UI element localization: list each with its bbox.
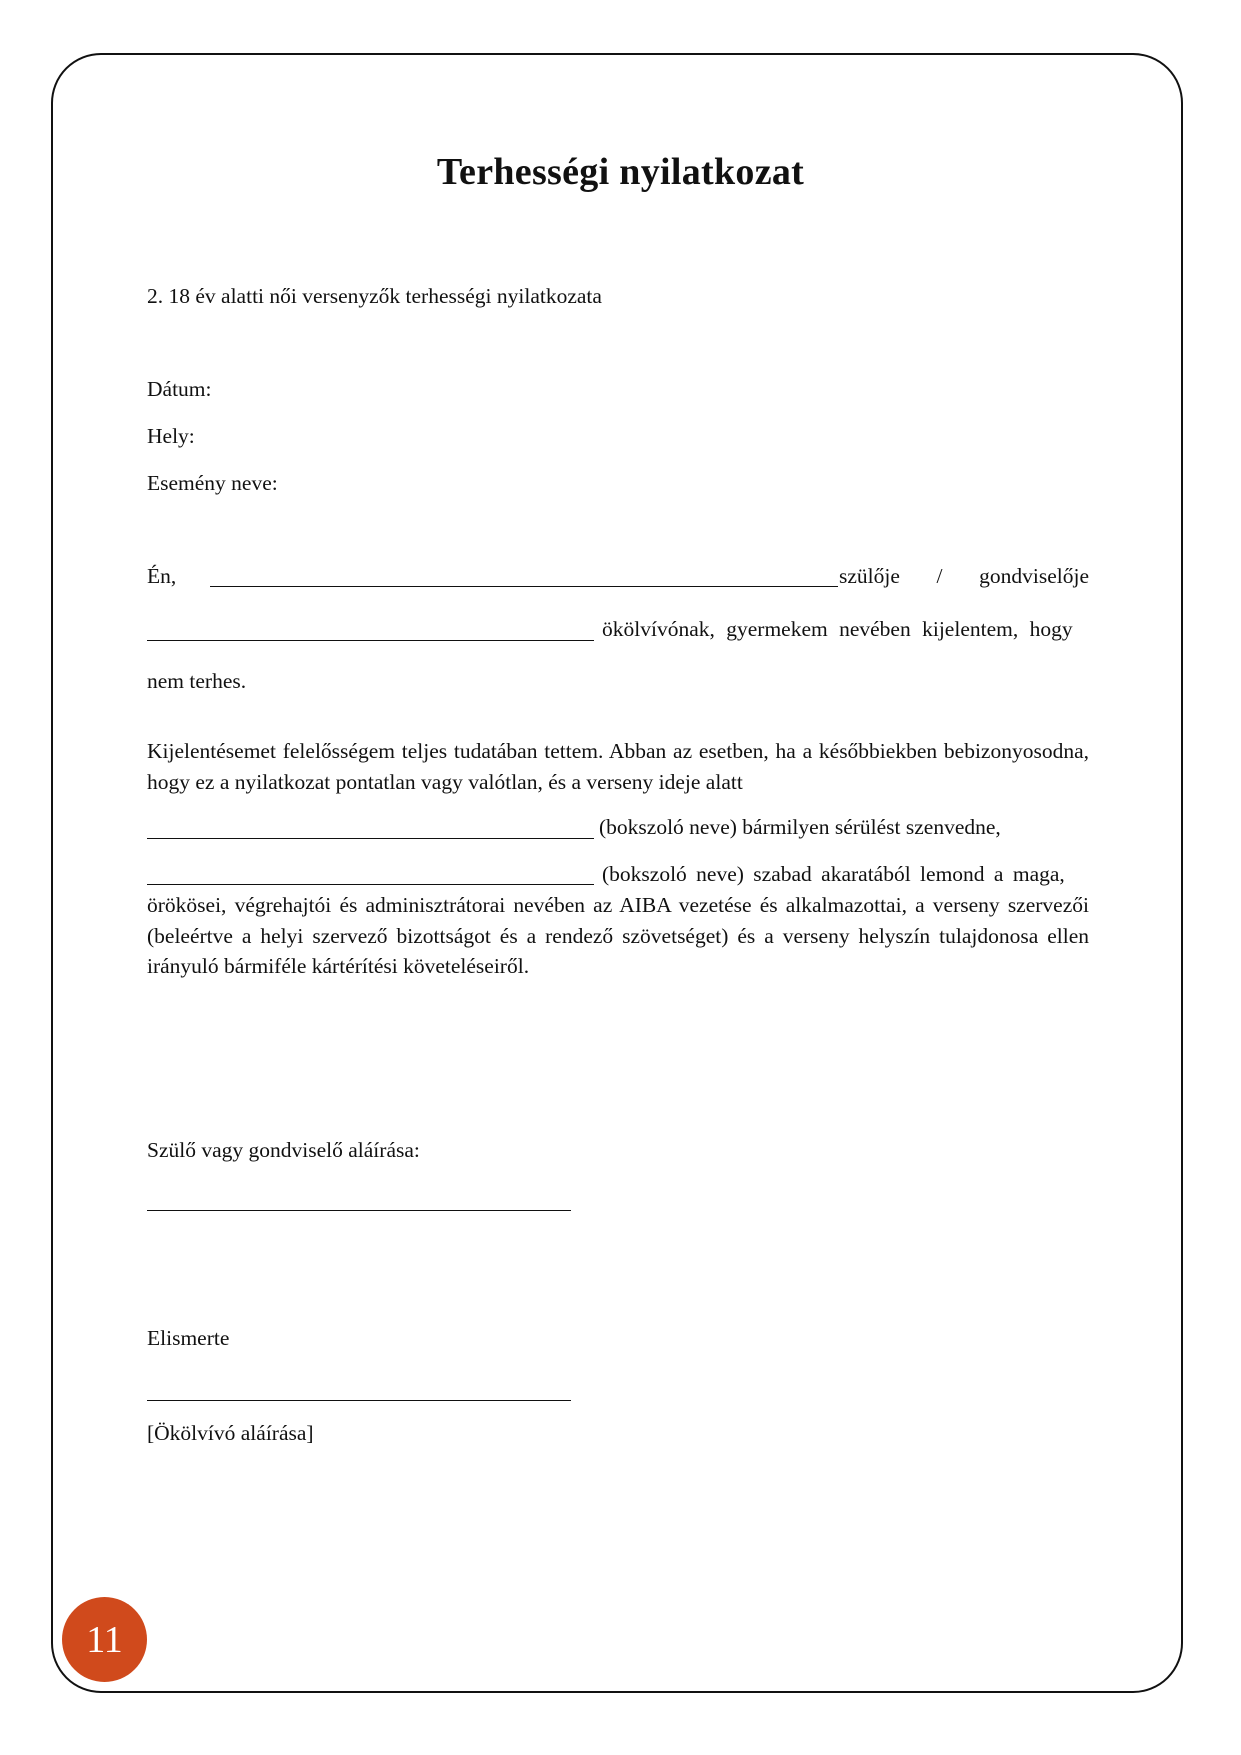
parent-signature-label: Szülő vagy gondviselő aláírása: <box>147 1138 420 1162</box>
boxer-name-blank-2[interactable] <box>147 838 594 839</box>
event-name-label: Esemény neve: <box>147 471 278 495</box>
waiver-paragraph: örökösei, végrehajtói és adminisztrátorai nevében az AIBA vezetése és alkalmazottai, a verseny szervezői (beleértve a helyi szervező bizottságot és a rendező szövetséget) és a verseny helyszín tulajdonosa ellen irányuló bármiféle kártérítési követeléseiről. <box>147 893 1089 978</box>
boxer-name-blank-3[interactable] <box>147 884 594 885</box>
waiver-lead: (bokszoló neve) szabad akaratából lemond a maga, <box>602 862 1065 886</box>
waiver-lead-row <box>602 859 1089 889</box>
parent-word: szülője <box>839 564 900 588</box>
parent-name-blank[interactable] <box>210 586 838 587</box>
liability-paragraph: Kijelentésemet felelősségem teljes tudatában tettem. Abban az esetben, ha a későbbiekben bebizonyosodna, hogy ez a nyilatkozat pontatlan vagy valótlan, és a verseny ideje alatt <box>147 739 1089 794</box>
boxer-signature-label: [Ökölvívó aláírása] <box>147 1421 314 1445</box>
declaration-en: Én, <box>147 564 177 588</box>
document-title: Terhességi nyilatkozat <box>436 151 805 193</box>
page-number-badge: 11 <box>62 1597 147 1682</box>
not-pregnant-text: nem terhes. <box>147 669 247 693</box>
parent-signature-line[interactable] <box>147 1210 571 1211</box>
boxer-phrase-row <box>602 614 1089 644</box>
place-label: Hely: <box>147 424 195 448</box>
boxer-phrase: ökölvívónak, gyermekem nevében kijelentem, hogy <box>602 617 1073 641</box>
acknowledged-label: Elismerte <box>147 1326 230 1350</box>
injury-line: (bokszoló neve) bármilyen sérülést szenvedne, <box>599 815 1001 839</box>
parent-guardian-row <box>839 561 1089 591</box>
guardian-word: gondviselője <box>979 564 1089 588</box>
boxer-signature-line[interactable] <box>147 1400 571 1401</box>
date-label: Dátum: <box>147 377 212 401</box>
boxer-name-blank-1[interactable] <box>147 640 594 641</box>
slash-separator: / <box>936 564 943 588</box>
document-subtitle: 2. 18 év alatti női versenyzők terhességi nyilatkozata <box>147 284 602 308</box>
